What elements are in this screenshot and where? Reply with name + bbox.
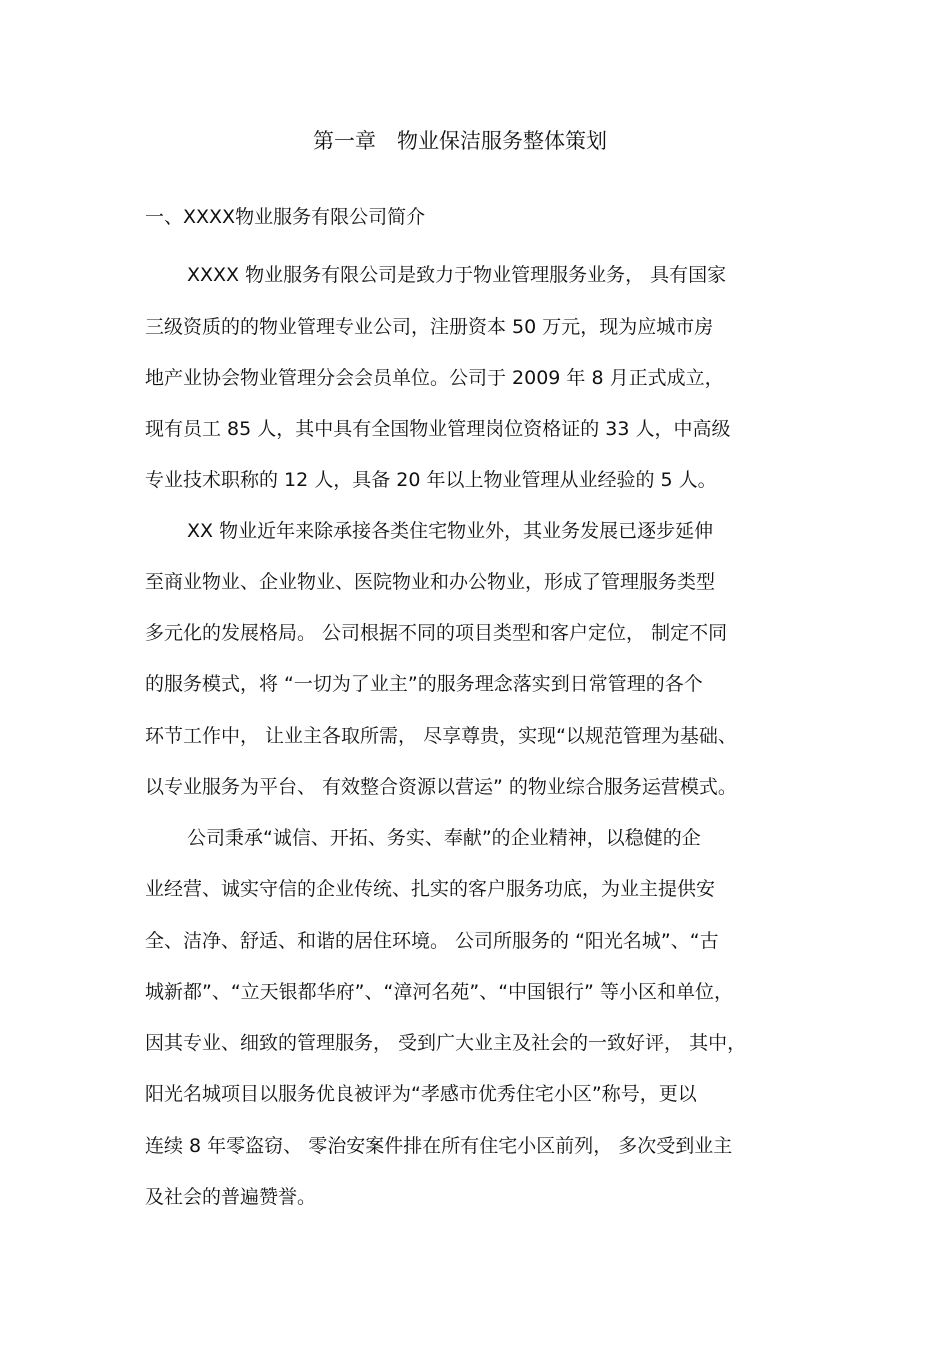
paragraph-2-line-1: XX 物业近年来除承接各类住宅物业外，其业务发展已逐步延伸 xyxy=(187,520,714,542)
paragraph-3-line-5: 因其专业、细致的管理服务， 受到广大业主及社会的一致好评， 其中， xyxy=(145,1032,747,1054)
paragraph-1-line-5: 专业技术职称的 12 人，具备 20 年以上物业管理从业经验的 5 人。 xyxy=(145,469,717,491)
paragraph-2-line-5: 环节工作中， 让业主各取所需， 尽享尊贵，实现“以规范管理为基础、 xyxy=(145,725,737,747)
paragraph-1-line-1: XXXX 物业服务有限公司是致力于物业管理服务业务， 具有国家 xyxy=(187,264,727,286)
paragraph-3-line-7: 连续 8 年零盗窃、 零治安案件排在所有住宅小区前列， 多次受到业主 xyxy=(145,1135,733,1157)
paragraph-1-line-4: 现有员工 85 人，其中具有全国物业管理岗位资格证的 33 人，中高级 xyxy=(145,418,731,440)
paragraph-1-line-3: 地产业协会物业管理分会会员单位。公司于 2009 年 8 月正式成立， xyxy=(145,367,724,389)
paragraph-3-line-1: 公司秉承“诚信、开拓、务实、奉献”的企业精神，以稳健的企 xyxy=(187,827,701,849)
chapter-title: 第一章 物业保洁服务整体策划 xyxy=(313,129,607,153)
paragraph-3-line-6: 阳光名城项目以服务优良被评为“孝感市优秀住宅小区”称号，更以 xyxy=(145,1083,697,1105)
paragraph-1-line-2: 三级资质的的物业管理专业公司，注册资本 50 万元，现为应城市房 xyxy=(145,316,714,338)
paragraph-3-line-4: 城新都”、“立天银都华府”、“漳河名苑”、“中国银行” 等小区和单位， xyxy=(145,981,733,1003)
paragraph-2-line-6: 以专业服务为平台、 有效整合资源以营运” 的物业综合服务运营模式。 xyxy=(145,776,737,798)
paragraph-3-line-8: 及社会的普遍赞誉。 xyxy=(145,1186,317,1208)
paragraph-3-line-3: 全、洁净、舒适、和谐的居住环境。 公司所服务的 “阳光名城”、“古 xyxy=(145,930,719,952)
paragraph-2-line-4: 的服务模式，将 “一切为了业主”的服务理念落实到日常管理的各个 xyxy=(145,673,703,695)
paragraph-2-line-3: 多元化的发展格局。 公司根据不同的项目类型和客户定位， 制定不同 xyxy=(145,622,728,644)
section-heading: 一、XXXX物业服务有限公司简介 xyxy=(145,206,426,228)
paragraph-3-line-2: 业经营、诚实守信的企业传统、扎实的客户服务功底，为业主提供安 xyxy=(145,878,716,900)
paragraph-2-line-2: 至商业物业、企业物业、医院物业和办公物业，形成了管理服务类型 xyxy=(145,571,716,593)
